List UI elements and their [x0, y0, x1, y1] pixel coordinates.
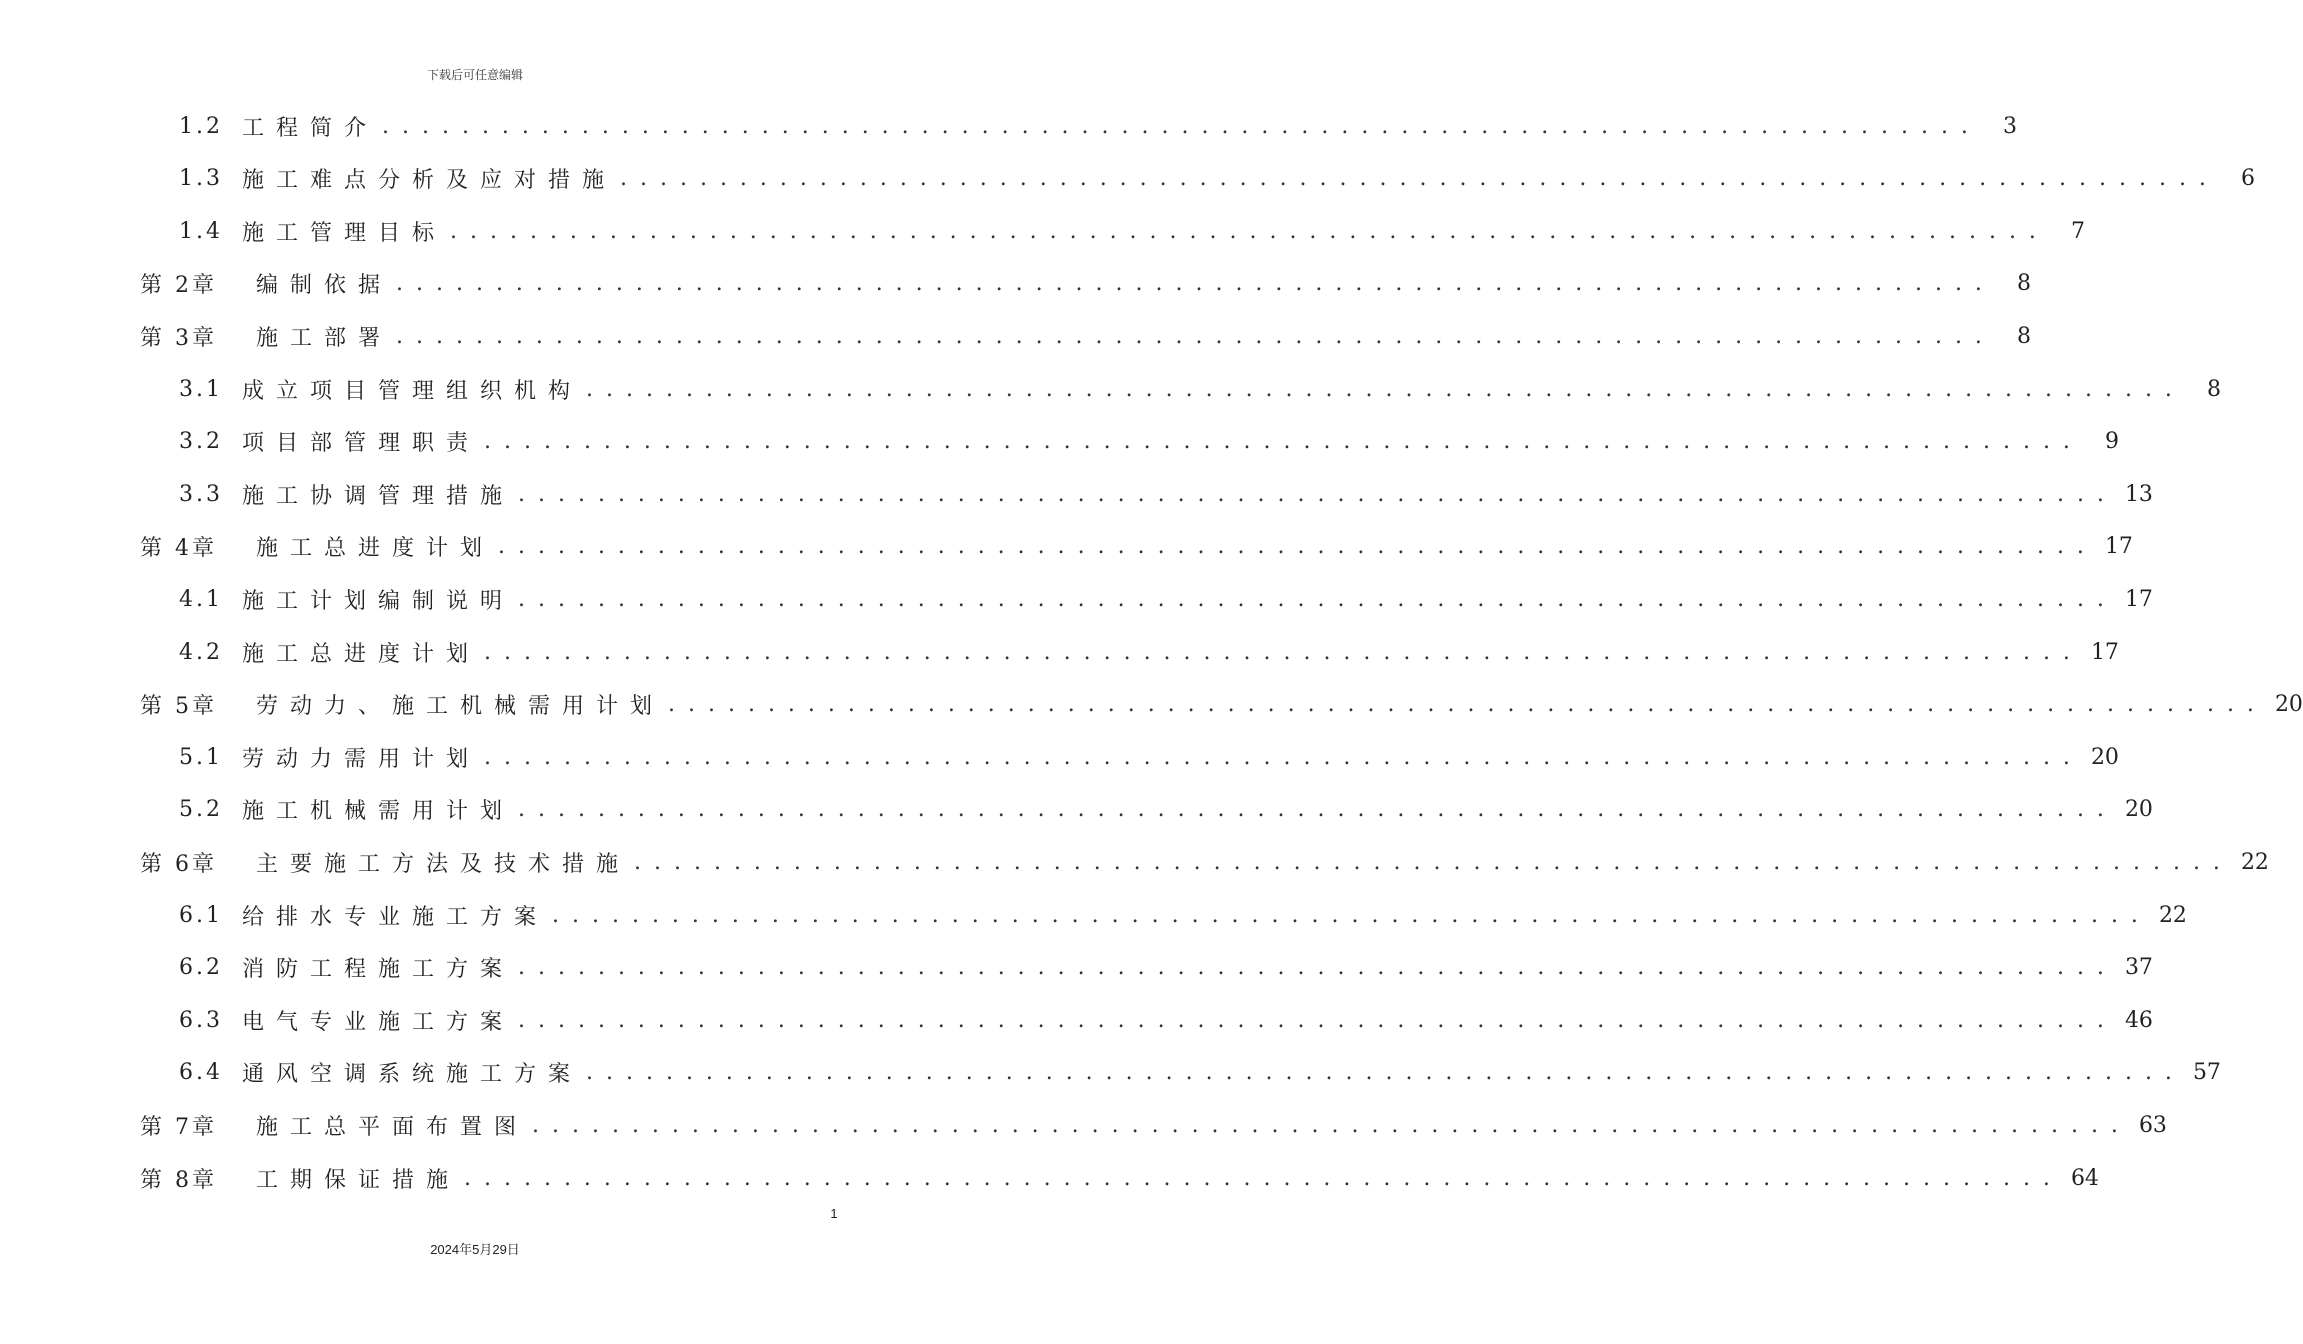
toc-entry-number: 3.1	[179, 376, 223, 402]
toc-entry-number: 5.2	[179, 797, 223, 823]
toc-section-entry[interactable]	[179, 205, 2085, 257]
toc-dot-leader: . . . . . . . . . . . . . . . . . . . . . . . . . . . . . . . . . . . . . . . . . . . . . . . . . . . . . . . . . . . . . . . . . . . . . . . . . . . . . . . .	[450, 218, 2039, 244]
toc-entry-page: 13	[2124, 481, 2153, 507]
toc-entry-title: 施工管理目标	[242, 220, 447, 246]
toc-entry-title: 施工总进度计划	[242, 641, 481, 667]
toc-entry-page: 20	[2274, 692, 2303, 718]
toc-entry-title: 施工难点分析及应对措施	[242, 168, 617, 194]
toc-entry-title: 编制依据	[256, 273, 393, 299]
toc-section-entry[interactable]	[179, 153, 2255, 205]
toc-entry-page: 22	[2240, 849, 2269, 875]
toc-section-entry[interactable]	[179, 784, 2153, 836]
toc-entry-page: 37	[2124, 955, 2153, 981]
toc-entry-page: 8	[2016, 323, 2031, 349]
toc-section-entry[interactable]	[179, 942, 2153, 994]
toc-section-entry[interactable]	[179, 363, 2221, 415]
toc-entry-title: 施工总进度计划	[256, 536, 495, 562]
toc-dot-leader: . . . . . . . . . . . . . . . . . . . . . . . . . . . . . . . . . . . . . . . . . . . . . . . . . . . . . . . . . . . . . . . . . . . . . . . . . . . . . . . .	[620, 166, 2209, 192]
toc-dot-leader: . . . . . . . . . . . . . . . . . . . . . . . . . . . . . . . . . . . . . . . . . . . . . . . . . . . . . . . . . . . . . . . . . . . . . . . . . . . . . . . .	[518, 481, 2107, 507]
toc-dot-leader: . . . . . . . . . . . . . . . . . . . . . . . . . . . . . . . . . . . . . . . . . . . . . . . . . . . . . . . . . . . . . . . . . . . . . . . . . . . . . . . .	[484, 429, 2073, 455]
toc-entry-number: 5.1	[179, 744, 223, 770]
toc-section-entry[interactable]	[179, 994, 2153, 1046]
toc-entry-title: 给排水专业施工方案	[242, 904, 549, 930]
toc-entry-number: 第 5章	[140, 694, 217, 720]
toc-entry-number: 第 8章	[140, 1167, 217, 1193]
toc-entry-title: 施工协调管理措施	[242, 483, 515, 509]
toc-entry-number: 6.3	[179, 1007, 223, 1033]
toc-entry-number: 第 7章	[140, 1114, 217, 1140]
toc-entry-number: 4.1	[179, 586, 223, 612]
toc-entry-title: 劳动力需用计划	[242, 746, 481, 772]
toc-entry-number: 6.4	[179, 1060, 223, 1086]
toc-entry-page: 17	[2104, 534, 2133, 560]
toc-entry-number: 3.3	[179, 481, 223, 507]
toc-section-entry[interactable]	[179, 416, 2119, 468]
toc-entry-page: 63	[2138, 1112, 2167, 1138]
toc-entry-page: 22	[2158, 902, 2187, 928]
toc-chapter-entry[interactable]	[140, 310, 2031, 362]
toc-entry-number: 第 2章	[140, 273, 217, 299]
toc-dot-leader: . . . . . . . . . . . . . . . . . . . . . . . . . . . . . . . . . . . . . . . . . . . . . . . . . . . . . . . . . . . . . . . . . . . . . . . . . . . . . . . .	[484, 639, 2073, 665]
toc-entry-title: 成立项目管理组织机构	[242, 378, 583, 404]
toc-entry-page: 17	[2090, 639, 2119, 665]
toc-entry-page: 17	[2124, 586, 2153, 612]
toc-entry-title: 工期保证措施	[256, 1167, 461, 1193]
toc-chapter-entry[interactable]	[140, 258, 2031, 310]
toc-entry-title: 电气专业施工方案	[242, 1009, 515, 1035]
toc-entry-page: 8	[2016, 271, 2031, 297]
toc-entry-page: 9	[2104, 429, 2119, 455]
toc-entry-page: 46	[2124, 1007, 2153, 1033]
toc-entry-page: 3	[2002, 113, 2017, 139]
toc-entry-page: 20	[2124, 797, 2153, 823]
toc-entry-title: 消防工程施工方案	[242, 957, 515, 983]
toc-entry-title: 主要施工方法及技术措施	[256, 851, 631, 877]
toc-dot-leader: . . . . . . . . . . . . . . . . . . . . . . . . . . . . . . . . . . . . . . . . . . . . . . . . . . . . . . . . . . . . . . . . . . . . . . . . . . . . . . . .	[396, 323, 1985, 349]
toc-entry-title: 通风空调系统施工方案	[242, 1062, 583, 1088]
toc-dot-leader: . . . . . . . . . . . . . . . . . . . . . . . . . . . . . . . . . . . . . . . . . . . . . . . . . . . . . . . . . . . . . . . . . . . . . . . . . . . . . . . .	[518, 955, 2107, 981]
toc-entry-title: 工程简介	[242, 115, 379, 141]
toc-entry-page: 7	[2070, 218, 2085, 244]
toc-entry-number: 1.4	[179, 218, 223, 244]
toc-entry-number: 6.2	[179, 955, 223, 981]
toc-entry-page: 64	[2070, 1165, 2099, 1191]
toc-section-entry[interactable]	[179, 889, 2187, 941]
toc-dot-leader: . . . . . . . . . . . . . . . . . . . . . . . . . . . . . . . . . . . . . . . . . . . . . . . . . . . . . . . . . . . . . . . . . . . . . . . . . . . . . . . .	[586, 376, 2175, 402]
toc-entry-number: 第 6章	[140, 851, 217, 877]
toc-dot-leader: . . . . . . . . . . . . . . . . . . . . . . . . . . . . . . . . . . . . . . . . . . . . . . . . . . . . . . . . . . . . . . . . . . . . . . . . . . . . . . . .	[464, 1165, 2053, 1191]
toc-entry-page: 20	[2090, 744, 2119, 770]
toc-entry-page: 8	[2206, 376, 2221, 402]
page-number: 1	[830, 1206, 838, 1221]
toc-dot-leader: . . . . . . . . . . . . . . . . . . . . . . . . . . . . . . . . . . . . . . . . . . . . . . . . . . . . . . . . . . . . . . . . . . . . . . . . . . . . . . . .	[518, 797, 2107, 823]
toc-chapter-entry[interactable]	[140, 1152, 2099, 1204]
toc-dot-leader: . . . . . . . . . . . . . . . . . . . . . . . . . . . . . . . . . . . . . . . . . . . . . . . . . . . . . . . . . . . . . . . . . . . . . . . . . . . . . . . .	[518, 1007, 2107, 1033]
toc-entry-title: 施工总平面布置图	[256, 1114, 529, 1140]
toc-chapter-entry[interactable]	[140, 1099, 2167, 1151]
toc-section-entry[interactable]	[179, 573, 2153, 625]
toc-dot-leader: . . . . . . . . . . . . . . . . . . . . . . . . . . . . . . . . . . . . . . . . . . . . . . . . . . . . . . . . . . . . . . . . . . . . . . . . . . . . . . . .	[518, 586, 2107, 612]
toc-dot-leader: . . . . . . . . . . . . . . . . . . . . . . . . . . . . . . . . . . . . . . . . . . . . . . . . . . . . . . . . . . . . . . . . . . . . . . . . . . . . . . . .	[586, 1060, 2175, 1086]
toc-dot-leader: . . . . . . . . . . . . . . . . . . . . . . . . . . . . . . . . . . . . . . . . . . . . . . . . . . . . . . . . . . . . . . . . . . . . . . . . . . . . . . . .	[396, 271, 1985, 297]
toc-entry-title: 项目部管理职责	[242, 431, 481, 457]
toc-entry-number: 6.1	[179, 902, 223, 928]
toc-dot-leader: . . . . . . . . . . . . . . . . . . . . . . . . . . . . . . . . . . . . . . . . . . . . . . . . . . . . . . . . . . . . . . . . . . . . . . . . . . . . . . . .	[668, 692, 2257, 718]
toc-entry-number: 3.2	[179, 429, 223, 455]
toc-dot-leader: . . . . . . . . . . . . . . . . . . . . . . . . . . . . . . . . . . . . . . . . . . . . . . . . . . . . . . . . . . . . . . . . . . . . . . . . . . . . . . . .	[498, 534, 2087, 560]
toc-entry-title: 施工部署	[256, 325, 393, 351]
toc-entry-number: 1.3	[179, 166, 223, 192]
toc-dot-leader: . . . . . . . . . . . . . . . . . . . . . . . . . . . . . . . . . . . . . . . . . . . . . . . . . . . . . . . . . . . . . . . . . . . . . . . . . . . . . . . .	[532, 1112, 2121, 1138]
toc-entry-title: 劳动力、施工机械需用计划	[256, 694, 665, 720]
toc-dot-leader: . . . . . . . . . . . . . . . . . . . . . . . . . . . . . . . . . . . . . . . . . . . . . . . . . . . . . . . . . . . . . . . . . . . . . . . . . . . . . . . .	[484, 744, 2073, 770]
footer-date: 2024年5月29日	[430, 1242, 520, 1257]
toc-chapter-entry[interactable]	[140, 836, 2269, 888]
toc-section-entry[interactable]	[179, 731, 2119, 783]
toc-entry-page: 6	[2240, 166, 2255, 192]
toc-entry-number: 4.2	[179, 639, 223, 665]
toc-entry-number: 1.2	[179, 113, 223, 139]
toc-entry-title: 施工机械需用计划	[242, 799, 515, 825]
toc-entry-number: 第 4章	[140, 536, 217, 562]
toc-dot-leader: . . . . . . . . . . . . . . . . . . . . . . . . . . . . . . . . . . . . . . . . . . . . . . . . . . . . . . . . . . . . . . . . . . . . . . . . . . . . . . . .	[552, 902, 2141, 928]
toc-entry-number: 第 3章	[140, 325, 217, 351]
toc-dot-leader: . . . . . . . . . . . . . . . . . . . . . . . . . . . . . . . . . . . . . . . . . . . . . . . . . . . . . . . . . . . . . . . . . . . . . . . . . . . . . . . .	[634, 849, 2223, 875]
toc-entry-title: 施工计划编制说明	[242, 588, 515, 614]
toc-section-entry[interactable]	[179, 100, 2017, 152]
toc-chapter-entry[interactable]	[140, 679, 2303, 731]
toc-section-entry[interactable]	[179, 626, 2119, 678]
toc-section-entry[interactable]	[179, 1047, 2221, 1099]
toc-entry-page: 57	[2192, 1060, 2221, 1086]
toc-dot-leader: . . . . . . . . . . . . . . . . . . . . . . . . . . . . . . . . . . . . . . . . . . . . . . . . . . . . . . . . . . . . . . . . . . . . . . . . . . . . . . . .	[382, 113, 1971, 139]
page-header: 下载后可任意编辑	[426, 68, 523, 82]
toc-section-entry[interactable]	[179, 468, 2153, 520]
toc-chapter-entry[interactable]	[140, 521, 2133, 573]
